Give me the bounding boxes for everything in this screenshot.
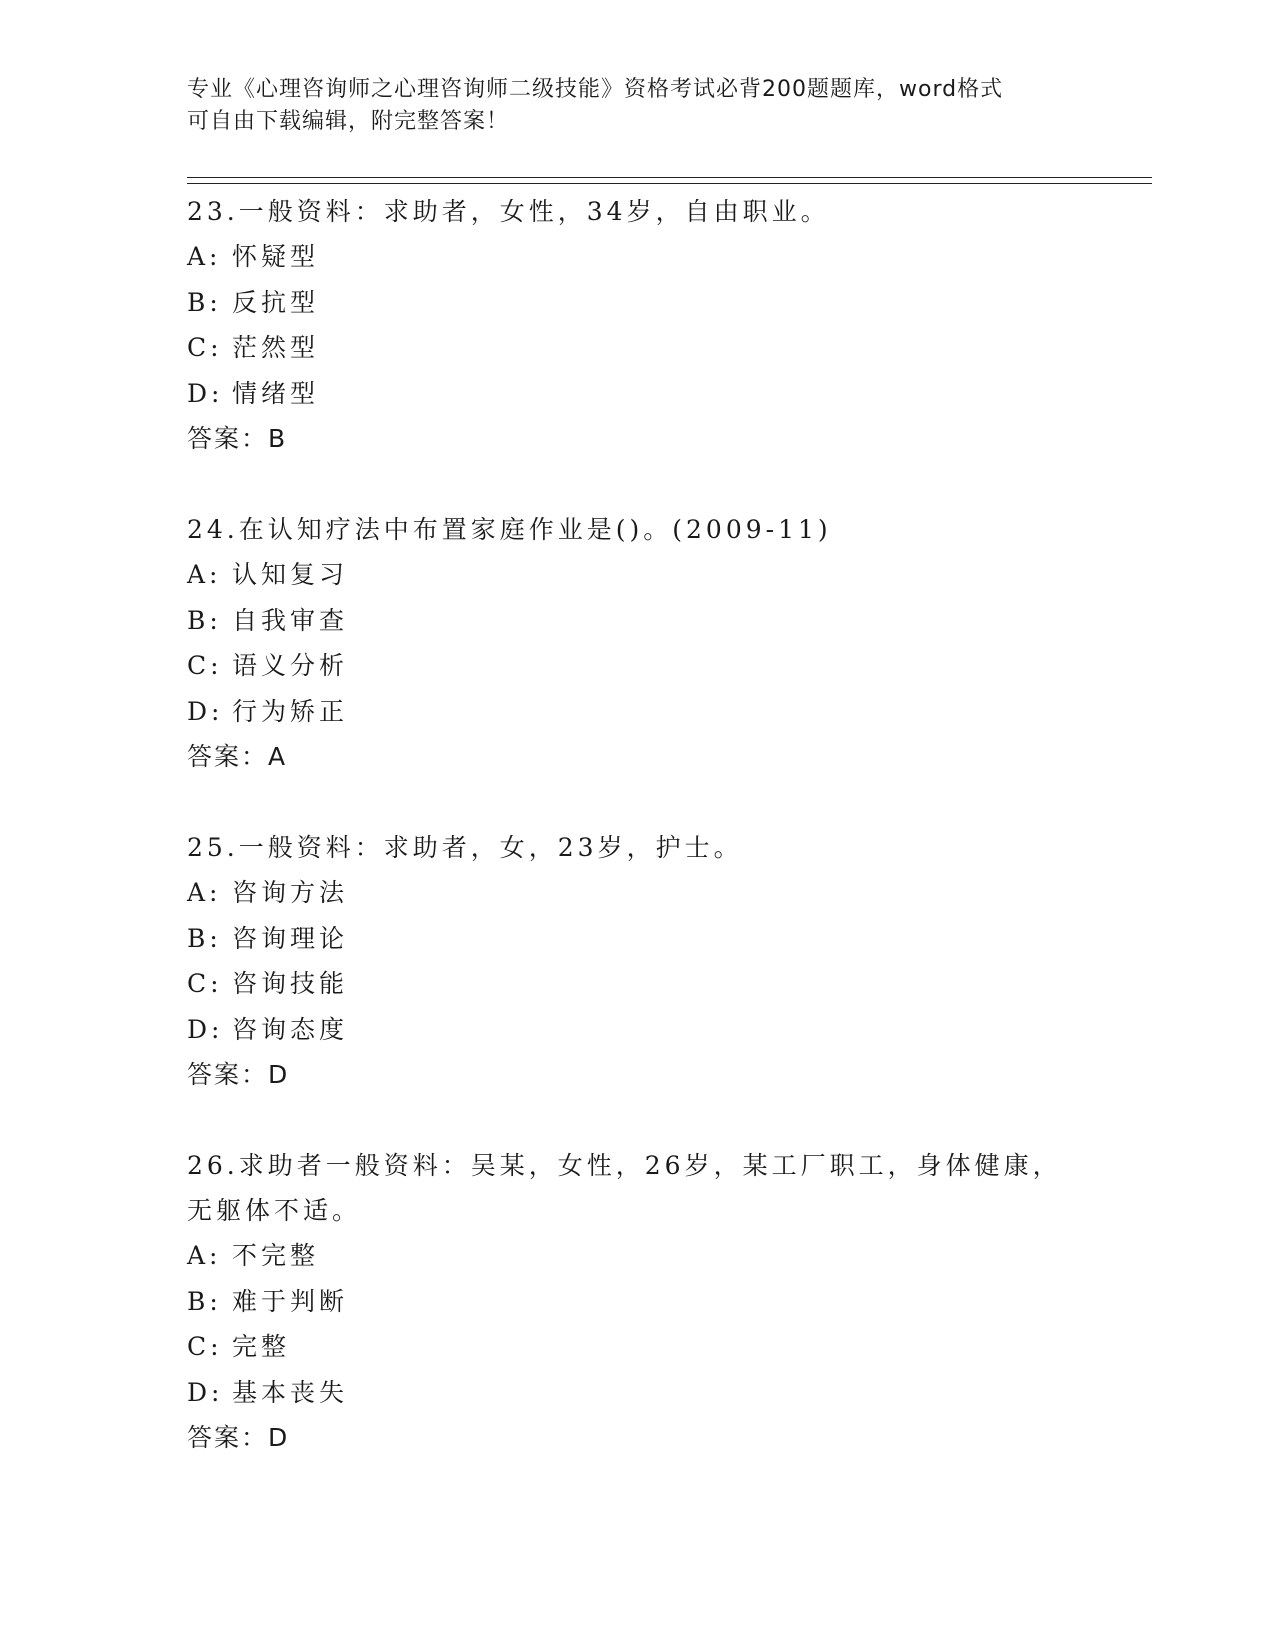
answer-line: 答案：A: [187, 742, 288, 771]
question-stem: 25.一般资料：求助者，女，23岁，护士。: [187, 833, 743, 862]
option-d: [187, 689, 1087, 735]
answer-line: 答案：D: [187, 1060, 290, 1089]
option-letter: D:: [187, 1377, 224, 1407]
question-26: [187, 1143, 1087, 1461]
option-c: [187, 1324, 1087, 1370]
question-23: [187, 189, 1087, 462]
option-b: [187, 916, 1087, 962]
option-text: 语义分析: [232, 651, 349, 680]
option-letter: B:: [187, 923, 222, 953]
option-text: 情绪型: [232, 378, 320, 408]
question-24: [187, 507, 1087, 780]
answer-line: 答案：B: [187, 424, 288, 453]
option-text: 反抗型: [232, 287, 320, 317]
option-b: [187, 598, 1087, 644]
option-text: 怀疑型: [232, 242, 320, 271]
option-a: [187, 870, 1087, 916]
option-letter: A:: [187, 1241, 222, 1270]
option-text: 自我审查: [232, 605, 349, 635]
question-stem: 23.一般资料：求助者，女性，34岁，自由职业。: [187, 197, 830, 226]
option-text: 难于判断: [232, 1286, 349, 1316]
option-letter: D:: [187, 1014, 224, 1044]
answer-line: 答案：D: [187, 1423, 290, 1452]
option-c: [187, 961, 1087, 1007]
question-25: [187, 825, 1087, 1098]
option-letter: C:: [187, 1332, 223, 1361]
option-text: 不完整: [232, 1241, 320, 1270]
header-line-1: 专业《心理咨询师之心理咨询师二级技能》资格考试必背200题题库，word格式: [187, 77, 1004, 102]
option-text: 咨询方法: [232, 878, 349, 907]
option-letter: C:: [187, 969, 223, 998]
option-text: 完整: [232, 1332, 291, 1361]
option-b: [187, 1279, 1087, 1325]
option-letter: C:: [187, 333, 223, 362]
option-letter: A:: [187, 242, 222, 271]
option-b: [187, 280, 1087, 326]
option-letter: B:: [187, 287, 222, 317]
header-divider-bottom: [187, 183, 1152, 184]
option-c: [187, 325, 1087, 371]
option-text: 咨询态度: [232, 1014, 349, 1044]
option-letter: D:: [187, 378, 224, 408]
header-divider-top: [187, 177, 1152, 178]
option-text: 茫然型: [232, 333, 320, 362]
option-letter: A:: [187, 878, 222, 907]
option-letter: C:: [187, 651, 223, 680]
option-text: 认知复习: [232, 560, 349, 589]
option-letter: B:: [187, 1286, 222, 1316]
option-letter: A:: [187, 560, 222, 589]
option-a: [187, 1233, 1087, 1279]
header-line-2: 可自由下载编辑，附完整答案！: [187, 109, 510, 134]
option-text: 行为矫正: [232, 696, 349, 726]
question-stem: 26.求助者一般资料：吴某，女性，26岁，某工厂职工，身体健康，无躯体不适。: [187, 1151, 1062, 1225]
option-d: [187, 371, 1087, 417]
option-letter: B:: [187, 605, 222, 635]
option-a: [187, 552, 1087, 598]
option-text: 基本丧失: [232, 1377, 349, 1407]
document-header: [187, 74, 1087, 138]
option-text: 咨询理论: [232, 923, 349, 953]
option-text: 咨询技能: [232, 969, 349, 998]
option-letter: D:: [187, 696, 224, 726]
option-d: [187, 1370, 1087, 1416]
option-d: [187, 1007, 1087, 1053]
question-stem: 24.在认知疗法中布置家庭作业是()。(2009-11): [187, 515, 832, 544]
option-a: [187, 234, 1087, 280]
option-c: [187, 643, 1087, 689]
